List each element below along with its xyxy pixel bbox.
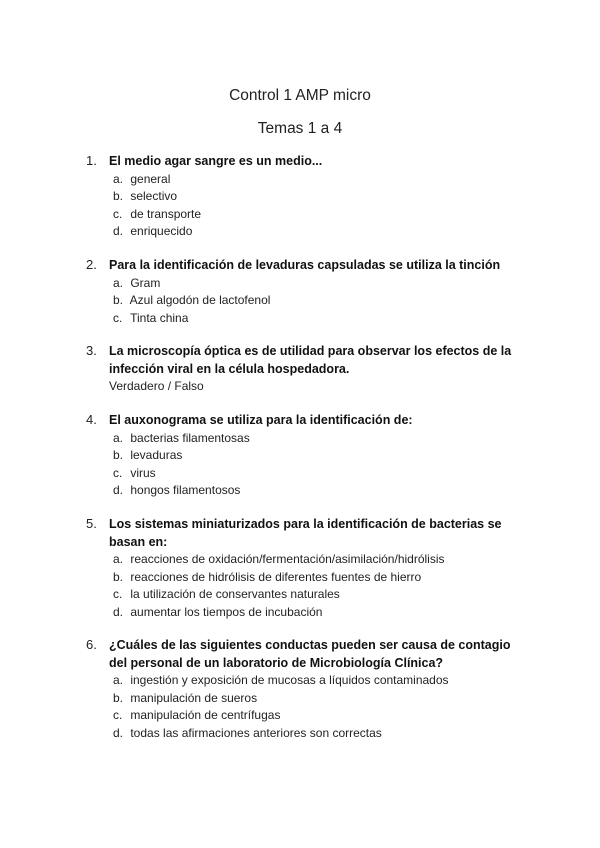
option-text: de transporte bbox=[130, 206, 202, 221]
question-number: 2. bbox=[86, 257, 97, 272]
option-a bbox=[113, 275, 526, 293]
option-letter: a. bbox=[113, 275, 124, 290]
option-letter: d. bbox=[113, 224, 124, 238]
document-subtitle: Temas 1 a 4 bbox=[257, 120, 343, 137]
option-letter: b. bbox=[113, 293, 124, 307]
option-text: todas las afirmaciones anteriores son correctas bbox=[130, 725, 382, 740]
option-text: ingestión y exposición de mucosas a líquidos contaminados bbox=[130, 673, 449, 687]
option-text: reacciones de hidrólisis de diferentes fuentes de hierro bbox=[130, 569, 422, 584]
option-c bbox=[113, 310, 526, 328]
option-text: levaduras bbox=[130, 448, 183, 462]
question-number: 5. bbox=[86, 516, 97, 531]
option-letter: d. bbox=[113, 483, 124, 497]
option-list bbox=[86, 171, 526, 241]
option-d bbox=[113, 604, 526, 622]
option-b bbox=[113, 690, 526, 708]
option-text: hongos filamentosos bbox=[130, 483, 241, 497]
question-3 bbox=[86, 343, 526, 396]
option-text: aumentar los tiempos de incubación bbox=[130, 604, 323, 619]
option-letter: b. bbox=[113, 690, 124, 705]
option-letter: d. bbox=[113, 604, 124, 619]
option-d bbox=[113, 482, 526, 500]
option-text: selectivo bbox=[130, 189, 178, 203]
question-5 bbox=[86, 516, 526, 621]
option-letter: b. bbox=[113, 569, 124, 584]
option-a bbox=[113, 672, 526, 690]
option-b bbox=[113, 569, 526, 587]
question-2 bbox=[86, 257, 526, 327]
option-c bbox=[113, 206, 526, 224]
option-letter: a. bbox=[113, 430, 124, 445]
question-text: El auxonograma se utiliza para la identificación de: bbox=[109, 413, 413, 427]
option-letter: c. bbox=[113, 587, 123, 601]
option-a bbox=[113, 171, 526, 189]
option-text: Gram bbox=[130, 275, 161, 290]
option-letter: c. bbox=[113, 310, 123, 325]
option-b bbox=[113, 188, 526, 206]
option-a bbox=[113, 551, 526, 569]
option-list bbox=[86, 430, 526, 500]
question-text: Los sistemas miniaturizados para la identificación de bacterias se basan en: bbox=[109, 517, 502, 549]
question-1 bbox=[86, 153, 526, 241]
question-text: La microscopía óptica es de utilidad para observar los efectos de la infección viral en la célula hospedadora. bbox=[109, 344, 512, 376]
option-list bbox=[86, 275, 526, 328]
option-c bbox=[113, 586, 526, 604]
question-text: ¿Cuáles de las siguientes conductas pueden ser causa de contagio del personal de un laboratorio de Microbiología Clínica? bbox=[109, 638, 511, 670]
option-text: Azul algodón de lactofenol bbox=[129, 293, 271, 307]
option-letter: b. bbox=[113, 448, 124, 462]
option-text: bacterias filamentosas bbox=[130, 430, 250, 445]
option-letter: c. bbox=[113, 708, 123, 722]
question-number: 3. bbox=[86, 343, 97, 358]
option-letter: a. bbox=[113, 171, 124, 186]
option-list bbox=[86, 551, 526, 621]
option-letter: a. bbox=[113, 673, 124, 687]
question-6 bbox=[86, 637, 526, 742]
question-number: 6. bbox=[86, 637, 97, 652]
option-d bbox=[113, 223, 526, 241]
option-letter: c. bbox=[113, 206, 123, 221]
option-b bbox=[113, 292, 526, 310]
option-text: Tinta china bbox=[130, 310, 189, 325]
option-letter: a. bbox=[113, 552, 124, 566]
option-text: reacciones de oxidación/fermentación/asimilación/hidrólisis bbox=[130, 552, 445, 566]
option-d bbox=[113, 725, 526, 743]
option-list bbox=[86, 672, 526, 742]
option-b bbox=[113, 447, 526, 465]
option-text: general bbox=[130, 171, 171, 186]
option-text: virus bbox=[130, 465, 156, 480]
document-title: Control 1 AMP micro bbox=[229, 87, 371, 104]
question-text: Para la identificación de levaduras capsuladas se utiliza la tinción bbox=[109, 258, 501, 272]
question-4 bbox=[86, 412, 526, 500]
true-false-answer: Verdadero / Falso bbox=[109, 379, 204, 393]
option-letter: d. bbox=[113, 725, 124, 740]
option-letter: c. bbox=[113, 465, 123, 480]
question-number: 1. bbox=[86, 153, 97, 168]
option-text: manipulación de sueros bbox=[130, 690, 258, 705]
option-letter: b. bbox=[113, 189, 124, 203]
question-number: 4. bbox=[86, 412, 97, 427]
option-a bbox=[113, 430, 526, 448]
option-c bbox=[113, 465, 526, 483]
option-text: manipulación de centrífugas bbox=[130, 708, 281, 722]
option-c bbox=[113, 707, 526, 725]
question-text: El medio agar sangre es un medio... bbox=[109, 154, 323, 168]
option-text: la utilización de conservantes naturales bbox=[130, 587, 340, 601]
option-text: enriquecido bbox=[130, 224, 193, 238]
